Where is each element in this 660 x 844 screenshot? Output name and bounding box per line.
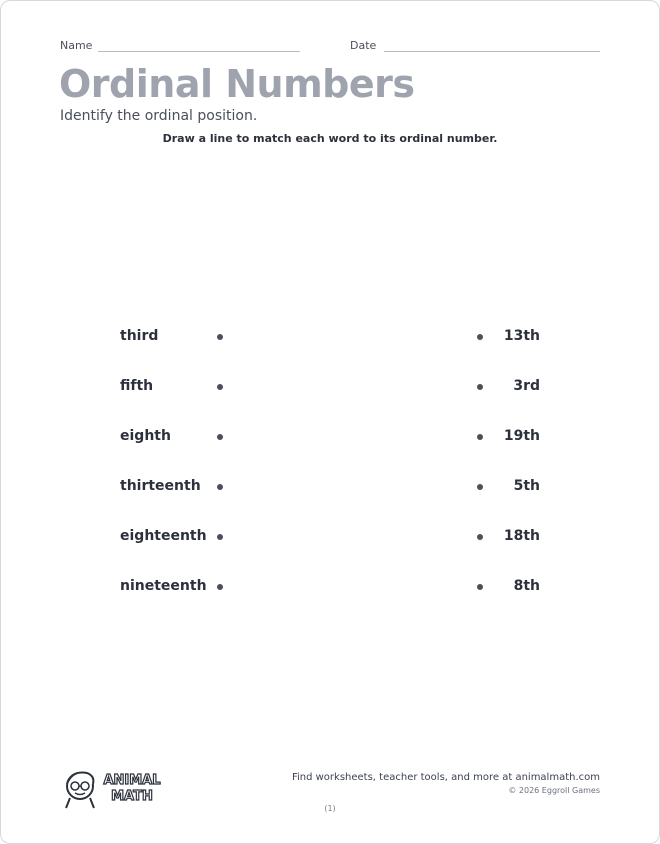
page-title: Ordinal Numbers — [59, 62, 415, 106]
ordinal-number: 8th — [513, 578, 540, 594]
ordinal-number: 3rd — [513, 378, 540, 394]
date-line — [384, 51, 600, 52]
left-match-dot[interactable] — [217, 534, 223, 540]
name-line — [98, 51, 300, 52]
ordinal-word: eighteenth — [120, 528, 207, 544]
ordinal-word: third — [120, 328, 159, 344]
left-match-dot[interactable] — [217, 334, 223, 340]
right-match-dot[interactable] — [477, 334, 483, 340]
right-match-dot[interactable] — [477, 434, 483, 440]
right-match-dot[interactable] — [477, 484, 483, 490]
logo-text-top: ANIMAL — [103, 773, 161, 788]
ordinal-number: 5th — [513, 478, 540, 494]
page-subtitle: Identify the ordinal position. — [60, 108, 258, 124]
page-number: (1) — [324, 804, 336, 813]
name-label: Name — [60, 39, 93, 52]
ordinal-word: fifth — [120, 378, 154, 394]
ordinal-word: nineteenth — [120, 578, 207, 594]
date-label: Date — [350, 39, 377, 52]
left-match-dot[interactable] — [217, 384, 223, 390]
left-match-dot[interactable] — [217, 434, 223, 440]
ordinal-number: 19th — [503, 428, 540, 444]
right-match-dot[interactable] — [477, 534, 483, 540]
girl-face-icon — [66, 772, 94, 808]
left-match-dot[interactable] — [217, 484, 223, 490]
right-match-dot[interactable] — [477, 584, 483, 590]
left-match-dot[interactable] — [217, 584, 223, 590]
ordinal-number: 13th — [503, 328, 540, 344]
footer-promo: Find worksheets, teacher tools, and more at animalmath.com — [291, 772, 600, 783]
ordinal-word: eighth — [120, 428, 171, 444]
footer-copyright: © 2026 Eggroll Games — [508, 786, 600, 795]
logo-text-bottom: MATH — [111, 789, 153, 804]
instructions: Draw a line to match each word to its ordinal number. — [162, 132, 498, 145]
right-match-dot[interactable] — [477, 384, 483, 390]
ordinal-word: thirteenth — [120, 478, 201, 494]
ordinal-number: 18th — [503, 528, 540, 544]
